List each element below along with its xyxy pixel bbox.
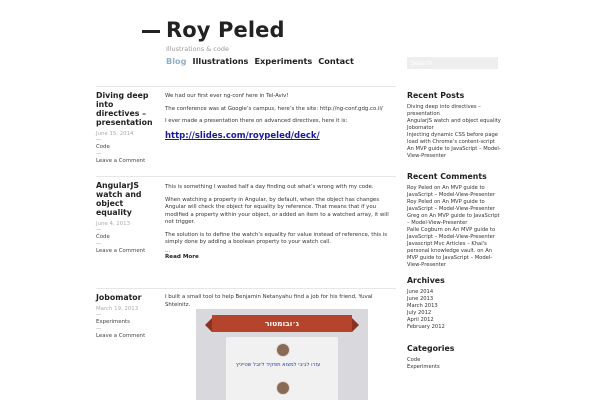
post-meta	[96, 91, 158, 165]
widget-title: Recent Comments	[407, 172, 487, 181]
post-ellipsis: …	[165, 247, 171, 254]
post-paragraph: I built a small tool to help Benjamin Netanyahu find a job for his friend, Yuval Shteinitz.	[165, 294, 373, 308]
jobomator-line: עזרו לביבי למצוא תפקיד ליובל שטייניץ	[236, 362, 321, 368]
post-content	[165, 93, 397, 142]
archive-link[interactable]: April 2012	[407, 317, 434, 323]
post-paragraph: When watching a property in Angular, by default, when the object has changes Angular will check the object for equality by reference. That means that if you modified a property within your object, or added an item to a watched array, it will not trigger.	[165, 196, 389, 225]
recent-post-link[interactable]: Diving deep into directives – presentation	[407, 104, 481, 117]
post-paragraph: I ever made a presentation there on advanced directives, here it is:	[165, 118, 348, 124]
post-meta	[96, 181, 158, 255]
meta-dash: —	[96, 137, 102, 143]
recent-post-link[interactable]: Injecting dynamic CSS before page load with Chrome’s content-script	[407, 132, 498, 145]
site-header	[142, 18, 285, 53]
recent-comment-link[interactable]: Roy Peled on An MVP guide to JavaScript – Model-View-Presenter	[407, 199, 496, 212]
leave-comment-link[interactable]: Leave a Comment	[96, 248, 146, 254]
archive-link[interactable]: July 2012	[407, 310, 432, 316]
site-tagline: Illustrations & code	[166, 45, 229, 53]
post-date: June 15, 2014	[96, 131, 134, 137]
post-title[interactable]: Diving deep into directives – presentation	[96, 91, 153, 127]
post-category[interactable]: Experiments	[96, 319, 130, 325]
post-title[interactable]: AngularJS watch and object equality	[96, 181, 142, 217]
post-category[interactable]: Code	[96, 144, 110, 150]
recent-comment-link[interactable]: Roy Peled on An MVP guide to JavaScript – Model-View-Presenter	[407, 185, 496, 198]
archive-link[interactable]: March 2013	[407, 303, 438, 309]
archives-widget	[407, 276, 503, 331]
archive-link[interactable]: June 2013	[407, 296, 434, 302]
leave-comment-link[interactable]: Leave a Comment	[96, 158, 146, 164]
post-paragraph: The conference was at Google’s campus, here’s the site: http://ng-conf.gdg.co.il/	[165, 105, 383, 112]
recent-post-link[interactable]: Jobomator	[407, 125, 434, 131]
post-date: June 4, 2013	[96, 221, 131, 227]
search-input[interactable]: Search	[407, 57, 498, 69]
site-title[interactable]: Roy Peled	[166, 18, 285, 42]
post-title[interactable]: Jobomator	[96, 293, 142, 302]
recent-post-link[interactable]: AngularJS watch and object equality	[407, 118, 501, 124]
divider	[96, 288, 396, 289]
post-paragraph: We had our first ever ng-conf here in Tel-Aviv!	[165, 93, 289, 99]
jobomator-screenshot[interactable]	[196, 309, 368, 400]
nav-illustrations[interactable]: Illustrations	[192, 56, 249, 66]
recent-comment-link[interactable]: Greg on An MVP guide to JavaScript – Model-View-Presenter	[407, 213, 500, 226]
widget-title: Recent Posts	[407, 91, 465, 100]
leave-comment-link[interactable]: Leave a Comment	[96, 333, 146, 339]
widget-title: Archives	[407, 276, 445, 285]
portrait-icon	[276, 343, 290, 357]
post-paragraph: This is something I wasted half a day finding out what’s wrong with my code.	[165, 184, 374, 190]
category-link[interactable]: Experiments	[407, 364, 440, 370]
slides-link[interactable]: http://slides.com/roypeled/deck/	[165, 130, 320, 141]
nav-experiments[interactable]: Experiments	[254, 56, 313, 66]
post-meta	[96, 293, 158, 340]
post-content	[165, 184, 397, 261]
meta-dash: —	[96, 227, 102, 233]
categories-widget	[407, 344, 503, 371]
meta-dash: —	[96, 312, 102, 318]
widget-title: Categories	[407, 344, 455, 353]
recent-posts-widget	[407, 91, 503, 160]
archive-link[interactable]: February 2012	[407, 324, 445, 330]
main-nav	[166, 56, 354, 66]
post-category[interactable]: Code	[96, 234, 110, 240]
portrait-icon	[276, 381, 290, 395]
read-more-link[interactable]: Read More	[165, 253, 199, 260]
meta-dash: —	[96, 326, 102, 332]
divider	[96, 176, 396, 177]
jobomator-banner: ג׳ובומטור	[212, 315, 352, 332]
recent-post-link[interactable]: An MVP guide to JavaScript – Model-View-Presenter	[407, 146, 501, 159]
category-link[interactable]: Code	[407, 357, 421, 363]
nav-blog[interactable]: Blog	[166, 56, 187, 66]
meta-dash: —	[96, 151, 102, 157]
nav-contact[interactable]: Contact	[318, 56, 354, 66]
recent-comment-link[interactable]: Javascript Mvc Articles – Khai's personal knowledge vault. on An MVP guide to JavaScript – Model-View-Presenter	[407, 241, 493, 268]
title-dash	[142, 30, 160, 33]
post-date: March 19, 2013	[96, 306, 139, 312]
divider	[96, 86, 396, 87]
recent-comment-link[interactable]: Palle Cogburn on An MVP guide to JavaScript – Model-View-Presenter	[407, 227, 496, 240]
meta-dash: —	[96, 241, 102, 247]
archive-link[interactable]: June 2014	[407, 289, 434, 295]
recent-comments-widget	[407, 172, 503, 269]
post-paragraph: The solution is to define the watch’s equality for value instead of reference, this is simply done by adding a boolean property to your watch call.	[165, 231, 388, 245]
